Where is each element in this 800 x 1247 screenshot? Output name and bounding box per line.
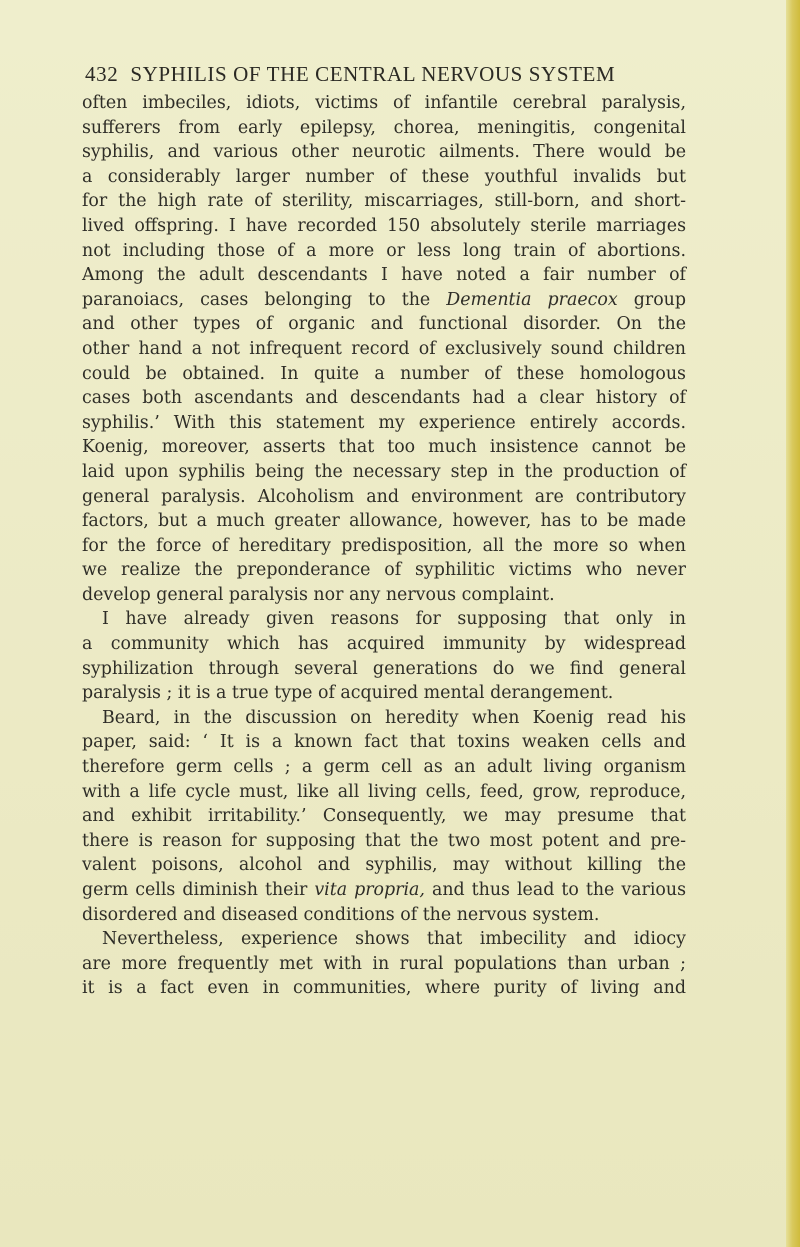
running-header [85,62,685,87]
text-line: Beard, in the discussion on heredity when Koenig read his [102,707,686,728]
text-line: are more frequently met with in rural populations than urban ; [82,953,686,974]
text-line: develop general paralysis nor any nervous complaint. [82,584,555,605]
text-line: I have already given reasons for supposing that only in [102,609,686,630]
text-line: Koenig, moreover, asserts that too much insistence cannot be [82,437,686,458]
text-line: other hand a not infrequent record of exclusively sound children [82,338,686,359]
text-segment: germ cells diminish their [82,880,315,900]
text-line: a community which has acquired immunity by widespread [82,634,686,655]
text-line: general paralysis. Alcoholism and environment are contributory [82,486,686,507]
italic-term: Dementia praecox [446,289,618,310]
text-line: and other types of organic and functional disorder. On the [82,314,686,335]
text-line [82,878,686,903]
text-line [82,288,686,313]
text-segment: and thus lead to the various [424,880,686,900]
text-line: Nevertheless, experience shows that imbecility and idiocy [102,929,686,950]
text-line: lived offspring. I have recorded 150 absolutely sterile marriages [82,215,686,236]
italic-term: vita propria, [314,880,425,900]
text-line: disordered and diseased conditions of the nervous system. [82,904,600,925]
page-edge [786,0,800,1247]
text-line: with a life cycle must, like all living cells, feed, grow, reproduce, [82,781,686,802]
text-line: laid upon syphilis being the necessary step in the production of [82,461,686,482]
text-line: valent poisons, alcohol and syphilis, may without killing the [82,855,686,876]
text-line: cases both ascendants and descendants had a clear history of [82,388,686,409]
body-text [82,91,686,1001]
text-line: syphilis, and various other neurotic ailments. There would be [82,142,686,163]
text-line: there is reason for supposing that the two most potent and pre- [82,830,686,851]
text-line: for the force of hereditary predisposition, all the more so when [82,535,686,556]
text-line: sufferers from early epilepsy, chorea, meningitis, congenital [82,117,686,138]
text-line: a considerably larger number of these youthful invalids but [82,166,686,187]
text-line: for the high rate of sterility, miscarriages, still-born, and short- [82,191,686,212]
text-line: often imbeciles, idiots, victims of infantile cerebral paralysis, [82,93,686,113]
text-line: syphilis.’ With this statement my experience entirely accords. [82,412,686,433]
text-line: Among the adult descendants I have noted a fair number of [82,265,686,286]
running-head-title: SYPHILIS OF THE CENTRAL NERVOUS SYSTEM [130,62,616,86]
text-segment: group [617,289,686,310]
text-line: factors, but a much greater allowance, however, has to be made [82,511,686,532]
text-line: it is a fact even in communities, where purity of living and [82,978,686,999]
page-number: 432 [85,62,119,86]
text-line: paper, said: ‘ It is a known fact that toxins weaken cells and [82,732,686,753]
text-line: paralysis ; it is a true type of acquired mental derangement. [82,683,614,704]
text-line: we realize the preponderance of syphilitic victims who never [82,560,686,581]
text-line: not including those of a more or less long train of abortions. [82,240,686,261]
text-line: therefore germ cells ; a germ cell as an adult living organism [82,757,686,778]
text-line: syphilization through several generations do we find general [82,658,686,679]
text-line: could be obtained. In quite a number of these homologous [82,363,686,384]
text-segment: paranoiacs, cases belonging to the [82,289,447,310]
text-line: and exhibit irritability.’ Consequently, we may presume that [82,806,686,827]
